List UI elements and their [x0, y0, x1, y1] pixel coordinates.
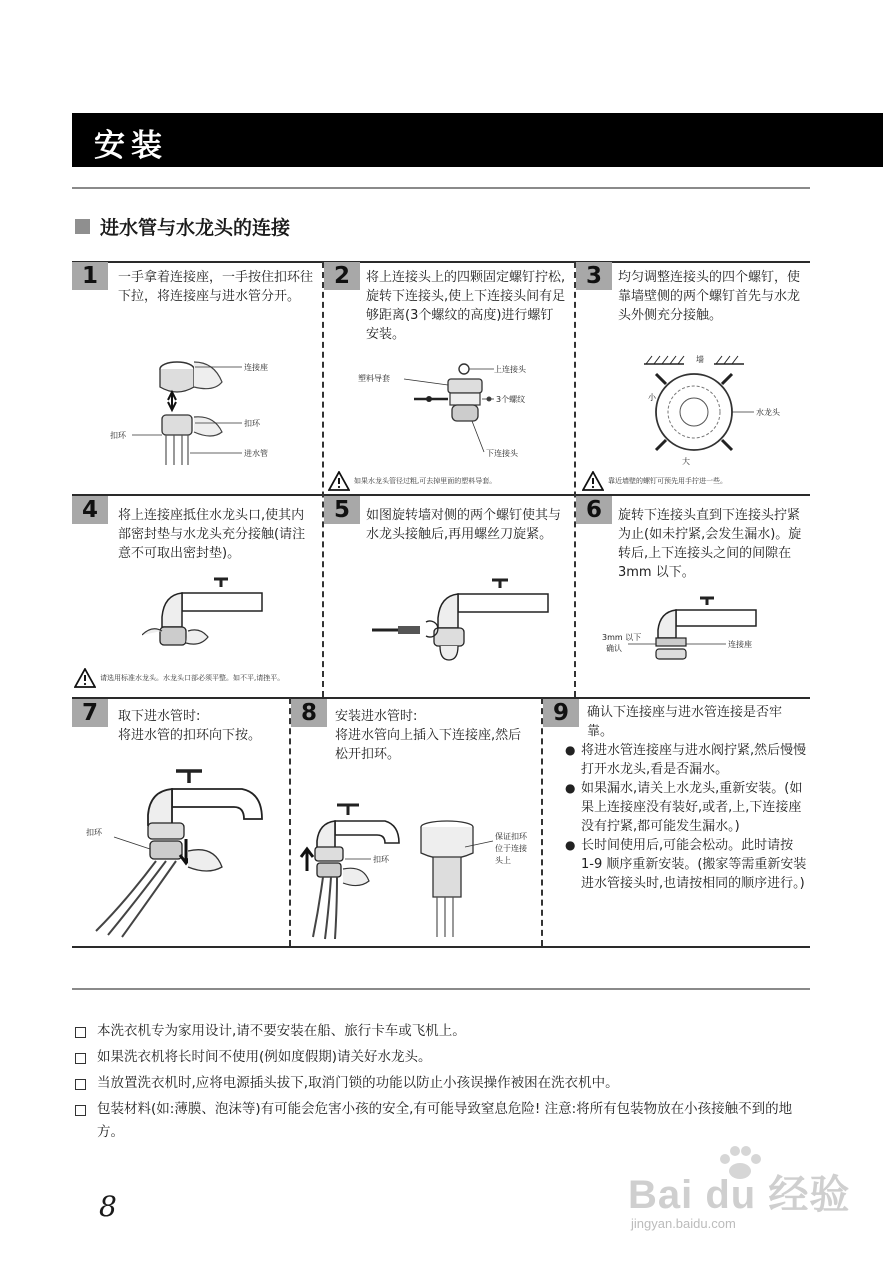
grid-bottom-line	[72, 946, 810, 948]
label-small: 小	[648, 393, 656, 402]
label-connector: 连接座	[728, 640, 752, 649]
step-text: 将上连接座抵住水龙头口,使其内部密封垫与水龙头充分接触(请注意不可取出密封垫)。	[118, 508, 306, 561]
label-ring: 扣环	[373, 855, 389, 864]
step-6-illustration	[602, 592, 802, 672]
warning-text: 靠近墙壁的螺钉可预先用手拧进一些。	[608, 476, 727, 485]
step-text: 确认下连接座与进水管连接是否牢靠。	[587, 705, 783, 739]
label-3mm: 3mm 以下	[602, 633, 642, 642]
step-number: 3	[576, 262, 612, 290]
step-3-cell	[576, 262, 810, 494]
watermark-main: Bai du 经验	[628, 1173, 851, 1217]
step-number: 9	[543, 699, 579, 727]
step-4-warning	[74, 668, 319, 688]
warning-icon	[328, 471, 350, 491]
list-item: ● 将进水管连接座与进水阀拧紧,然后慢慢打开水龙头,看是否漏水。	[565, 743, 807, 777]
section-heading	[75, 213, 290, 239]
step-8-illustration	[297, 799, 537, 944]
checkbox-icon	[75, 1027, 86, 1038]
step-7-illustration	[86, 761, 286, 941]
step-number: 2	[324, 262, 360, 290]
step-text: 取下进水管时: 将进水管的扣环向下按。	[118, 709, 262, 743]
bottom-divider	[72, 988, 810, 990]
label-lower-connector: 下连接头	[486, 449, 518, 458]
label-ring: 扣环	[244, 419, 260, 428]
label-top: 头上	[495, 856, 511, 865]
step-text: 均匀调整连接头的四个螺钉，使靠墙壁侧的两个螺钉首先与水龙头外侧充分接触。	[618, 270, 801, 323]
page-title: 安装	[94, 128, 168, 164]
step-text: 旋转下连接头直到下连接头拧紧为止(如未拧紧,会发生漏水)。旋转后,上下连接头之间的间隙在 3mm 以下。	[618, 508, 802, 580]
step-2-illustration	[344, 357, 564, 467]
step-4-illustration	[142, 571, 272, 661]
warning-icon	[582, 471, 604, 491]
page-number: 8	[99, 1190, 117, 1223]
label-hose: 进水管	[244, 449, 268, 458]
list-item: ● 如果漏水,请关上水龙头,重新安装。(如果上连接座没有装好,或者,上,下连接座没有拧紧,都可能发生漏水。)	[565, 781, 803, 834]
step-1-illustration	[102, 347, 302, 467]
note-item: 包装材料(如:薄膜、泡沫等)有可能会危害小孩的安全,有可能导致窒息危险! 注意:将所有包装物放在小孩接触不到的地方。	[75, 1098, 815, 1144]
watermark-sub: jingyan.baidu.com	[631, 1216, 736, 1231]
label-ensure-ring: 保证扣环	[495, 832, 527, 841]
step-6-cell	[576, 496, 810, 697]
step-5-cell	[324, 496, 574, 697]
top-divider	[72, 187, 810, 189]
step-number: 7	[72, 699, 108, 727]
label-faucet: 水龙头	[756, 408, 780, 417]
bullet-icon: ●	[565, 781, 576, 795]
step-number: 8	[291, 699, 327, 727]
step-2-warning	[328, 471, 573, 491]
step-9-cell	[543, 699, 810, 945]
checkbox-icon	[75, 1079, 86, 1090]
checkbox-icon	[75, 1105, 86, 1116]
bullet-icon: ●	[565, 838, 576, 852]
label-ring: 扣环	[110, 431, 126, 440]
step-number: 4	[72, 496, 108, 524]
step-text: 将上连接头上的四颗固定螺钉拧松,旋转下连接头,使上下连接头间有足够距离(3个螺纹的高度)进行螺钉安装。	[366, 270, 566, 342]
label-on-connector: 位于连接	[495, 844, 527, 853]
step-number: 5	[324, 496, 360, 524]
step-5-illustration	[368, 574, 558, 669]
notes-list	[75, 1020, 815, 1147]
label-guide: 塑料导套	[358, 374, 390, 383]
step-3-warning	[582, 471, 807, 491]
section-square-icon	[75, 219, 90, 234]
note-item: 如果洗衣机将长时间不使用(例如度假期)请关好水龙头。	[75, 1046, 815, 1069]
step-8-cell	[291, 699, 540, 945]
header-bar	[72, 113, 883, 167]
step-4-cell	[72, 496, 322, 697]
step-1-cell	[72, 262, 322, 494]
note-item: 本洗衣机专为家用设计,请不要安装在船、旅行卡车或飞机上。	[75, 1020, 815, 1043]
note-item: 当放置洗衣机时,应将电源插头拔下,取消门锁的功能以防止小孩误操作被困在洗衣机中。	[75, 1072, 815, 1095]
label-wall: 墙	[696, 355, 704, 364]
step-9-bullets	[565, 741, 810, 893]
step-number: 6	[576, 496, 612, 524]
warning-icon	[74, 668, 96, 688]
label-large: 大	[682, 457, 690, 466]
warning-text: 请选用标准水龙头。水龙头口部必须平整。如不平,请挫平。	[100, 673, 285, 682]
step-2-cell	[324, 262, 574, 494]
label-confirm: 确认	[606, 644, 622, 653]
watermark	[625, 1145, 855, 1235]
list-item: ● 长时间使用后,可能会松动。此时请按 1-9 顺序重新安装。(搬家等需重新安装进水管接头时,也请按相同的顺序进行。)	[565, 838, 807, 891]
section-title: 进水管与水龙头的连接	[100, 216, 291, 239]
label-threads: 3个螺纹	[496, 395, 526, 404]
label-connector: 连接座	[244, 363, 268, 372]
step-text: 安装进水管时: 将进水管向上插入下连接座,然后松开扣环。	[335, 709, 522, 762]
step-text: 如图旋转墙对侧的两个螺钉使其与水龙头接触后,再用螺丝刀旋紧。	[366, 508, 562, 542]
checkbox-icon	[75, 1053, 86, 1064]
step-text: 一手拿着连接座，一手按住扣环往下拉，将连接座与进水管分开。	[118, 270, 314, 304]
label-ring: 扣环	[86, 828, 102, 837]
warning-text: 如果水龙头管径过粗,可去掉里面的塑料导套。	[354, 476, 497, 485]
step-7-cell	[72, 699, 288, 945]
step-3-illustration	[626, 350, 806, 470]
step-number: 1	[72, 262, 108, 290]
label-upper-connector: 上连接头	[494, 365, 526, 374]
bullet-icon: ●	[565, 743, 576, 757]
